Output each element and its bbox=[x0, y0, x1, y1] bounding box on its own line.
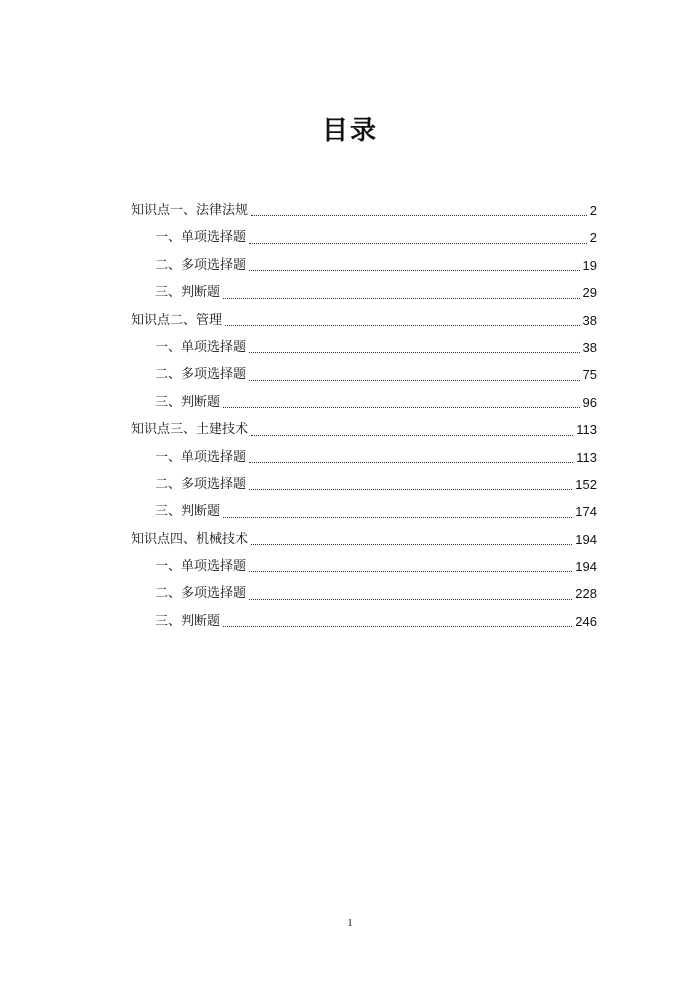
toc-entry-label: 二、多项选择题 bbox=[155, 257, 247, 273]
toc-subsection-entry[interactable] bbox=[131, 361, 597, 388]
toc-subsection-entry[interactable] bbox=[131, 279, 597, 306]
page-title: 目录 bbox=[321, 116, 378, 146]
toc-subsection-entry[interactable] bbox=[131, 608, 597, 635]
toc-entry-label: 知识点四、机械技术 bbox=[131, 531, 249, 547]
toc-entry-label: 三、判断题 bbox=[155, 285, 221, 301]
toc-dot-leader bbox=[223, 626, 572, 627]
toc-entry-page-number: 194 bbox=[575, 531, 597, 547]
toc-entry-label: 二、多项选择题 bbox=[155, 367, 247, 383]
toc-subsection-entry[interactable] bbox=[131, 580, 597, 607]
toc-entry-label: 三、判断题 bbox=[155, 613, 221, 629]
toc-entry-label: 三、判断题 bbox=[155, 504, 221, 520]
toc-entry-page-number: 228 bbox=[575, 586, 597, 602]
toc-section-entry[interactable] bbox=[131, 416, 597, 443]
toc-subsection-entry[interactable] bbox=[131, 471, 597, 498]
toc-entry-page-number: 29 bbox=[582, 285, 597, 301]
toc-entry-label: 二、多项选择题 bbox=[155, 586, 247, 602]
toc-subsection-entry[interactable] bbox=[131, 498, 597, 525]
toc-dot-leader bbox=[249, 352, 580, 353]
toc-entry-page-number: 75 bbox=[582, 367, 597, 383]
toc-entry-page-number: 113 bbox=[576, 449, 597, 465]
toc-dot-leader bbox=[249, 380, 580, 381]
toc-dot-leader bbox=[251, 544, 572, 545]
toc-entry-page-number: 38 bbox=[582, 312, 597, 328]
table-of-contents bbox=[131, 197, 597, 635]
toc-subsection-entry[interactable] bbox=[131, 389, 597, 416]
toc-entry-page-number: 19 bbox=[582, 257, 597, 273]
toc-entry-label: 二、多项选择题 bbox=[155, 476, 247, 492]
toc-dot-leader bbox=[223, 517, 572, 518]
toc-entry-page-number: 152 bbox=[575, 476, 597, 492]
toc-subsection-entry[interactable] bbox=[131, 444, 597, 471]
toc-dot-leader bbox=[249, 489, 572, 490]
toc-entry-page-number: 113 bbox=[576, 422, 597, 438]
toc-dot-leader bbox=[251, 435, 573, 436]
toc-entry-label: 一、单项选择题 bbox=[155, 339, 247, 355]
toc-dot-leader bbox=[223, 407, 580, 408]
toc-entry-label: 知识点三、土建技术 bbox=[131, 422, 249, 438]
toc-dot-leader bbox=[249, 462, 573, 463]
toc-entry-label: 一、单项选择题 bbox=[155, 449, 247, 465]
toc-entry-label: 一、单项选择题 bbox=[155, 559, 247, 575]
toc-entry-page-number: 2 bbox=[589, 230, 597, 246]
toc-subsection-entry[interactable] bbox=[131, 334, 597, 361]
toc-entry-page-number: 2 bbox=[589, 202, 597, 218]
toc-section-entry[interactable] bbox=[131, 526, 597, 553]
toc-section-entry[interactable] bbox=[131, 197, 597, 224]
toc-entry-page-number: 194 bbox=[575, 559, 597, 575]
toc-entry-page-number: 246 bbox=[575, 613, 597, 629]
toc-dot-leader bbox=[249, 243, 587, 244]
toc-subsection-entry[interactable] bbox=[131, 553, 597, 580]
toc-entry-page-number: 174 bbox=[575, 504, 597, 520]
toc-entry-label: 知识点一、法律法规 bbox=[131, 202, 249, 218]
toc-dot-leader bbox=[249, 270, 580, 271]
toc-dot-leader bbox=[225, 325, 580, 326]
toc-subsection-entry[interactable] bbox=[131, 252, 597, 279]
toc-entry-page-number: 38 bbox=[582, 339, 597, 355]
toc-dot-leader bbox=[251, 215, 587, 216]
toc-entry-page-number: 96 bbox=[582, 394, 597, 410]
toc-dot-leader bbox=[223, 298, 580, 299]
page-number: 1 bbox=[347, 917, 353, 929]
toc-subsection-entry[interactable] bbox=[131, 224, 597, 251]
toc-entry-label: 一、单项选择题 bbox=[155, 230, 247, 246]
toc-section-entry[interactable] bbox=[131, 307, 597, 334]
toc-entry-label: 知识点二、管理 bbox=[131, 312, 223, 328]
toc-entry-label: 三、判断题 bbox=[155, 394, 221, 410]
toc-dot-leader bbox=[249, 571, 572, 572]
toc-dot-leader bbox=[249, 599, 572, 600]
